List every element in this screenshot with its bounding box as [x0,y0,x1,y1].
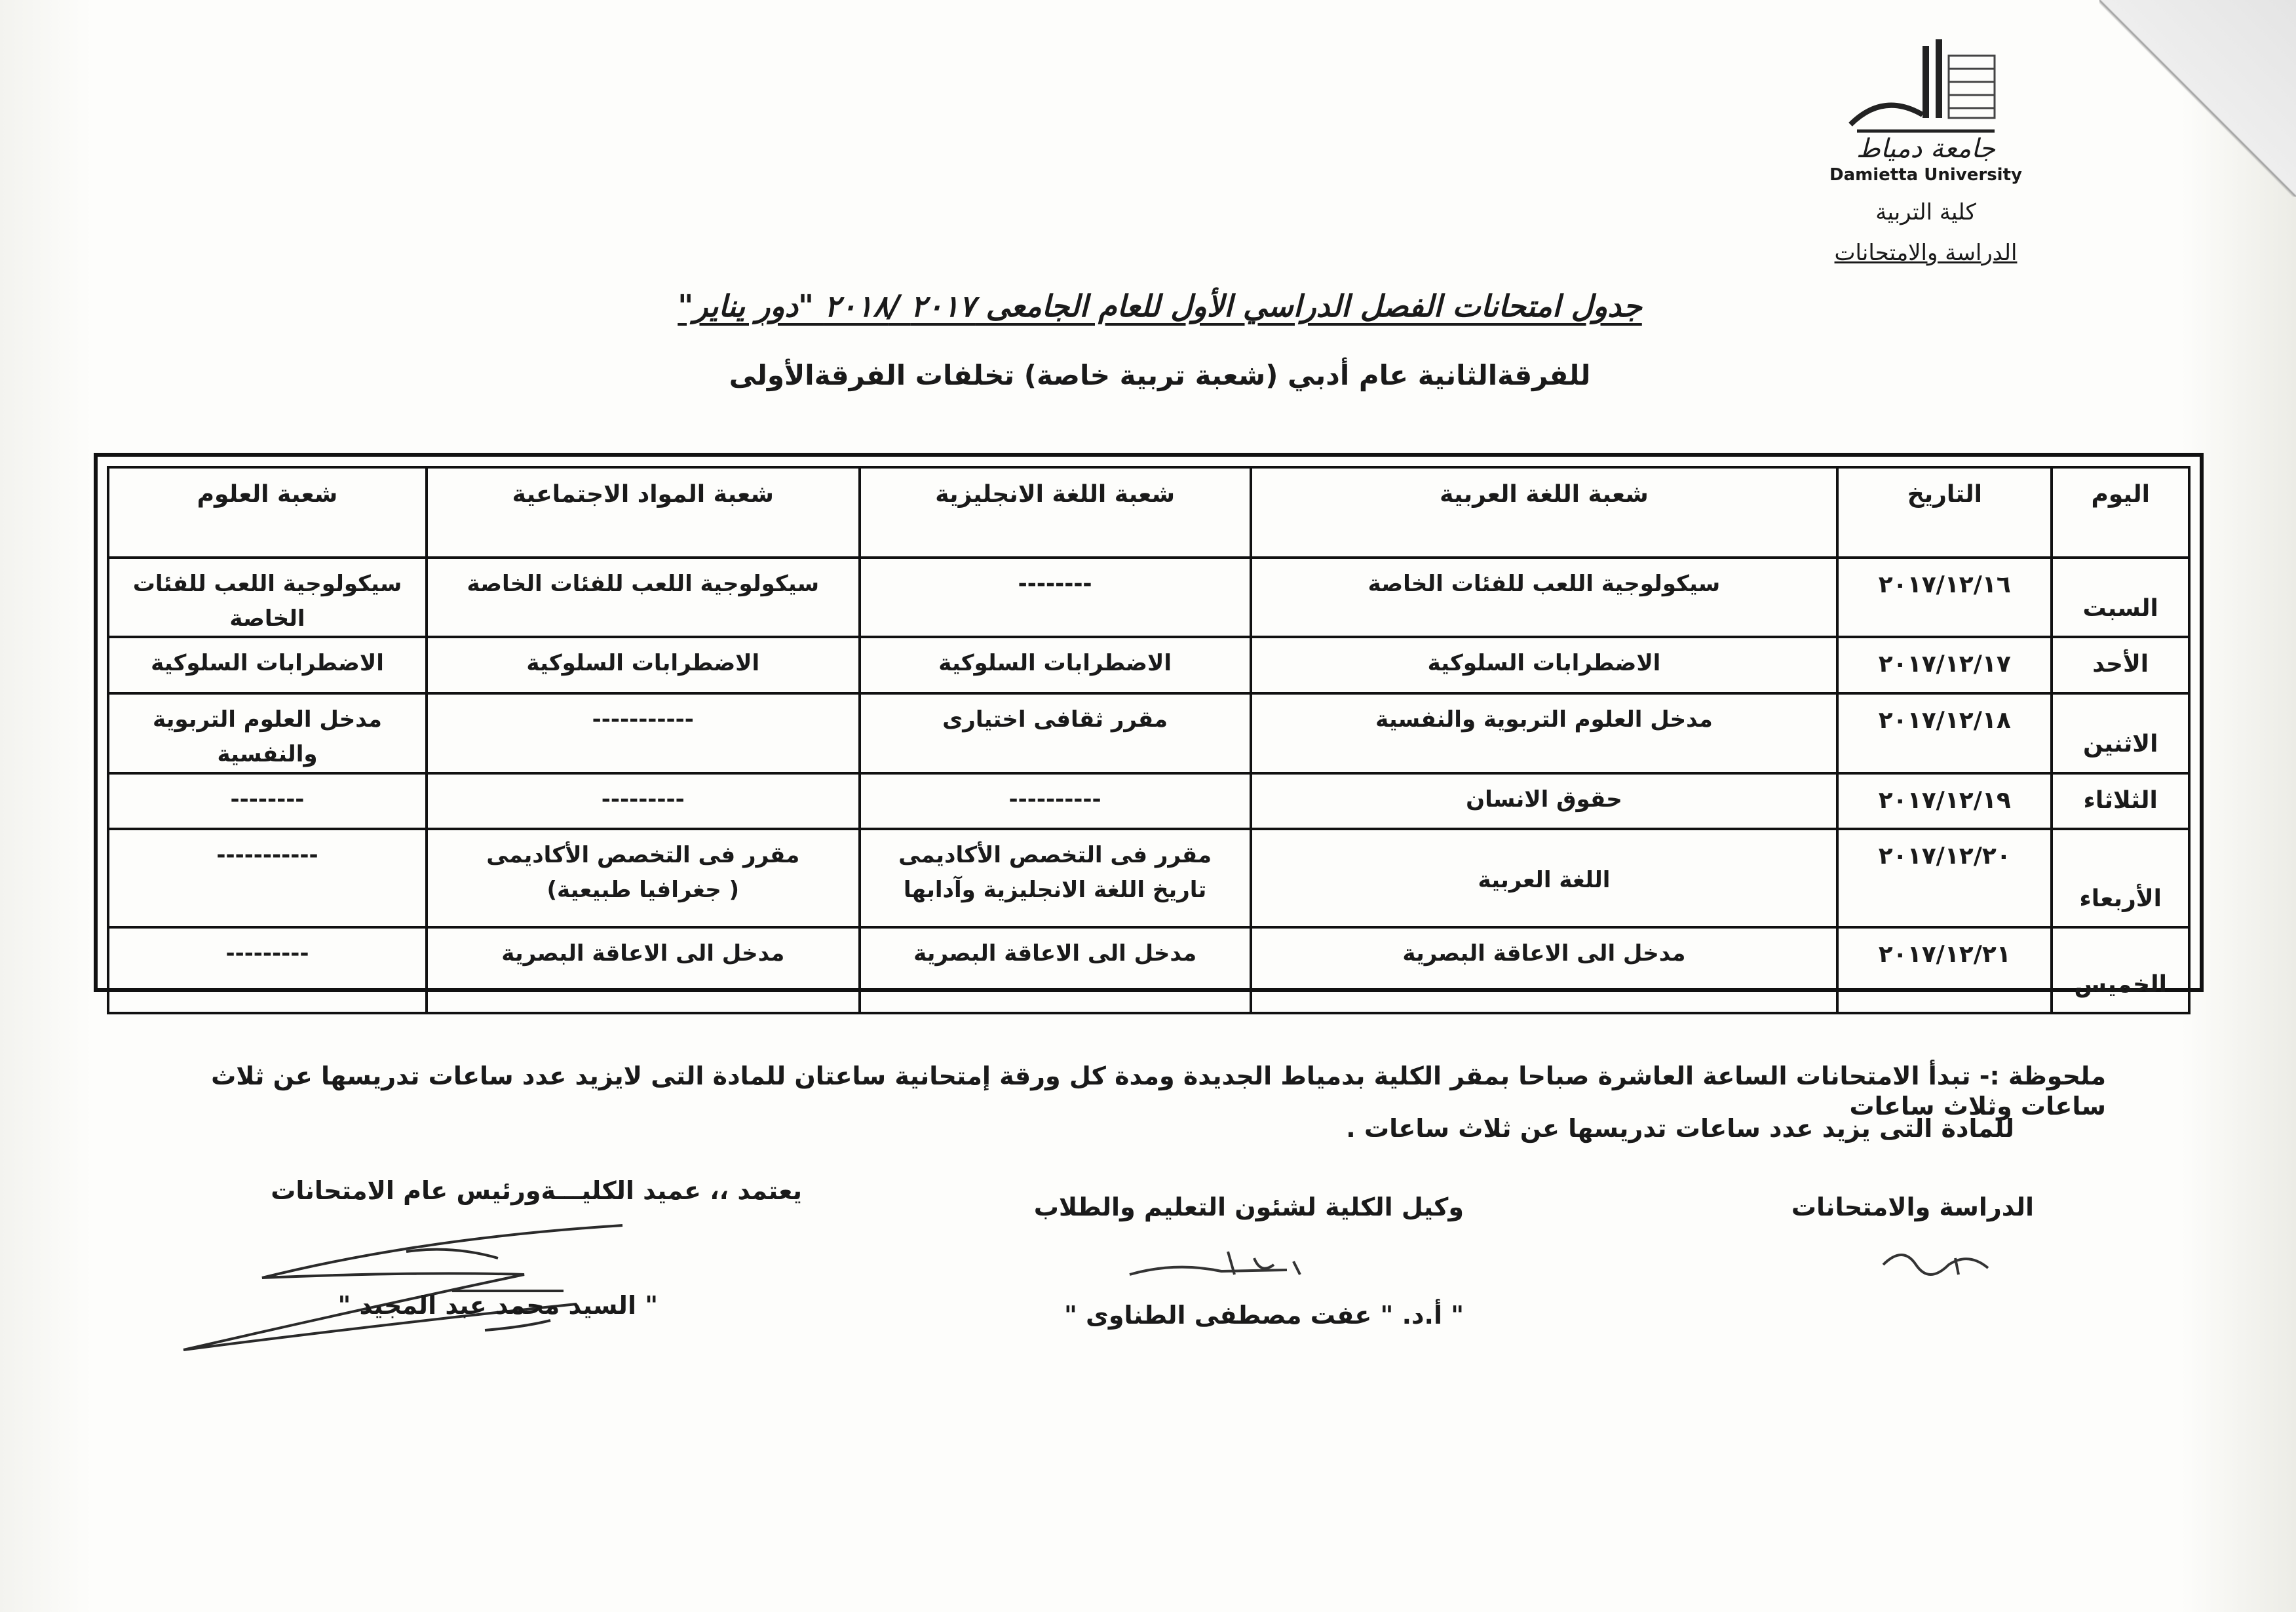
date-cell: ٢٠١٧/١٢/١٩ [1837,773,2052,830]
english-cell: -------- [860,558,1251,637]
page-corner-fold [2099,0,2296,197]
day-cell: الاثنين [2052,693,2189,773]
day-cell: الخميس [2052,927,2189,1013]
vice-dean-name: " أ.د. " عفت مصطفى الطناوى " [1063,1301,1464,1330]
science-cell: مدخل العلوم التربوية والنفسية [108,693,427,773]
table-row [108,558,2189,637]
table-row [108,927,2189,1013]
date-cell: ٢٠١٧/١٢/٢٠ [1837,829,2052,927]
university-name-en: Damietta University [1829,165,2022,185]
university-logo-icon [1844,39,2008,138]
note-line-2: للمادة التى يزيد عدد ساعات تدريسها عن ثلاث ساعات . [1346,1114,2014,1143]
date-cell: ٢٠١٧/١٢/١٨ [1837,693,2052,773]
studies-signature-mark-icon [1877,1238,2008,1284]
vice-dean-title: وكيل الكلية لشئون التعليم والطلاب [1033,1193,1464,1221]
arabic-cell [1251,829,1838,927]
dean-title: يعتمد ،، عميد الكليـــةورئيس عام الامتحانات [271,1176,802,1205]
social-cell: --------- [427,773,860,830]
science-cell: الاضطرابات السلوكية [108,637,427,693]
science-cell: ----------- [108,829,427,927]
page-title: جدول امتحانات الفصل الدراسي الأول للعام الجامعى ٢٠١٧ /٢٠١٨ "دور يناير" [678,288,1642,324]
header-social: شعبة المواد الاجتماعية [427,467,860,558]
date-cell: ٢٠١٧/١٢/٢١ [1837,927,2052,1013]
science-cell: -------- [108,773,427,830]
social-cell [427,829,860,927]
header-english: شعبة اللغة الانجليزية [860,467,1251,558]
arabic-cell: سيكولوجية اللعب للفئات الخاصة [1251,558,1838,637]
table-row [108,637,2189,693]
faculty-name: كلية التربية [1875,199,1976,225]
english-cell: مدخل الى الاعاقة البصرية [860,927,1251,1013]
date-cell: ٢٠١٧/١٢/١٧ [1837,637,2052,693]
page-subtitle: للفرقةالثانية عام أدبي (شعبة تربية خاصة) تخلفات الفرقةالأولى [729,359,1591,391]
date-cell: ٢٠١٧/١٢/١٦ [1837,558,2052,637]
social-cell: ----------- [427,693,860,773]
arabic-cell: الاضطرابات السلوكية [1251,637,1838,693]
university-header [1821,39,2031,266]
table-row [108,693,2189,773]
english-cell [860,829,1251,927]
social-cell: مدخل الى الاعاقة البصرية [427,927,860,1013]
header-day: اليوم [2052,467,2189,558]
social-cell: الاضطرابات السلوكية [427,637,860,693]
university-name-ar: جامعة دمياط [1856,134,1996,164]
dean-name: " السيد محمد عبد المجيد " [337,1291,658,1320]
english-cell-line2: تاريخ اللغة الانجليزية وآدابها [903,877,1207,904]
day-cell: الأحد [2052,637,2189,693]
header-date: التاريخ [1837,467,2052,558]
note-line-1: ملحوظة :- تبدأ الامتحانات الساعة العاشرة صباحا بمقر الكلية بدمياط الجديدة ومدة كل ورقة إمتحانية ساعتان للمادة التى لايزيد عدد ساعات تدريسها عن ثلاث ساعات وثلاث ساعات [211,1062,2106,1121]
social-cell-line2: ( جغرافيا طبيعية) [546,877,740,904]
english-cell-line1: مقرر فى التخصص الأكاديمى [898,842,1212,869]
social-cell: سيكولوجية اللعب للفئات الخاصة [427,558,860,637]
header-arabic: شعبة اللغة العربية [1251,467,1838,558]
table-row [108,829,2189,927]
english-cell: الاضطرابات السلوكية [860,637,1251,693]
exam-table-frame [94,453,2204,998]
arabic-cell: حقوق الانسان [1251,773,1838,830]
science-cell: سيكولوجية اللعب للفئات الخاصة [108,558,427,637]
vice-dean-signature-icon [1123,1238,1326,1291]
exam-schedule-table [107,466,2191,1014]
table-header-row [108,467,2189,558]
studies-signature-title: الدراسة والامتحانات [1791,1193,2034,1221]
day-cell: الأربعاء [2052,829,2189,927]
header-science: شعبة العلوم [108,467,427,558]
table-row [108,773,2189,830]
day-cell: السبت [2052,558,2189,637]
arabic-cell-text: اللغة العربية [1478,867,1611,894]
arabic-cell: مدخل الى الاعاقة البصرية [1251,927,1838,1013]
arabic-cell: مدخل العلوم التربوية والنفسية [1251,693,1838,773]
english-cell: مقرر ثقافى اختيارى [860,693,1251,773]
science-cell: --------- [108,927,427,1013]
department-name: الدراسة والامتحانات [1834,240,2018,266]
day-cell: الثلاثاء [2052,773,2189,830]
social-cell-line1: مقرر فى التخصص الأكاديمى [486,842,800,869]
english-cell: ---------- [860,773,1251,830]
dean-signature-icon [157,1199,655,1370]
